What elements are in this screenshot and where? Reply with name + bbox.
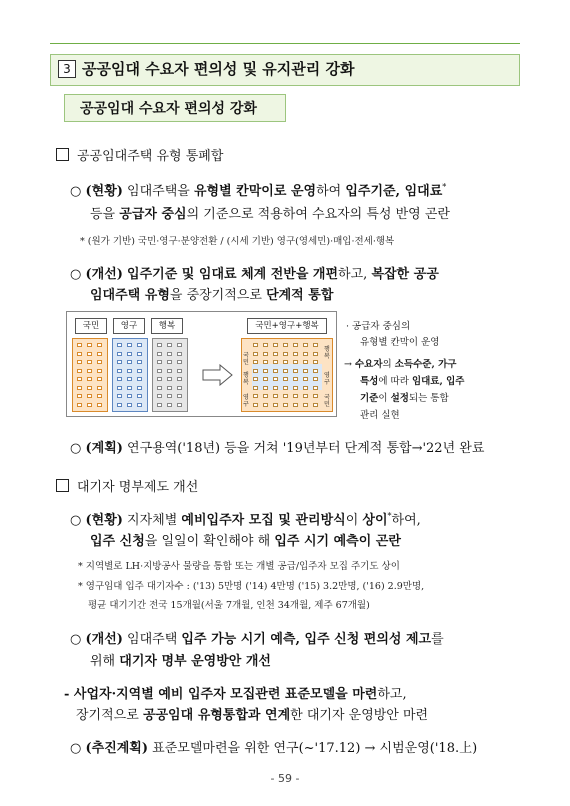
window-mark xyxy=(87,377,92,381)
window-mark xyxy=(253,360,258,364)
window-mark xyxy=(253,403,258,407)
window-mark xyxy=(283,360,288,364)
window-mark xyxy=(77,360,82,364)
tag-kukmin2: 국민 xyxy=(324,394,330,408)
bullet-circle-icon: ○ xyxy=(70,184,82,199)
window-mark xyxy=(157,394,162,398)
window-mark xyxy=(313,377,318,381)
window-mark xyxy=(117,403,122,407)
sec2-dash-line2: 장기적으로 공공임대 유형통합과 연계한 대기자 운영방안 마련 xyxy=(76,708,429,723)
window-mark xyxy=(293,343,298,347)
window-mark xyxy=(303,352,308,356)
tag-kukmin: 국민 xyxy=(243,352,249,366)
window-mark xyxy=(253,386,258,390)
window-mark xyxy=(293,377,298,381)
window-mark xyxy=(157,343,162,347)
sec2-heading xyxy=(56,476,198,495)
window-mark xyxy=(127,377,132,381)
window-mark xyxy=(77,369,82,373)
label-haengbok: 행복 xyxy=(151,318,183,334)
sec2-note1: * 지역별로 LH·지방공사 물량을 통합 또는 개별 공급/입주자 모집 주기도 상이 xyxy=(78,561,400,572)
window-mark xyxy=(283,343,288,347)
window-mark xyxy=(263,352,268,356)
diagram-side-line6: 관리 실현 xyxy=(360,410,400,421)
window-mark xyxy=(87,394,92,398)
window-mark xyxy=(77,343,82,347)
sec2-plan-line: ○ (추진계획) 표준모델마련을 위한 연구(~'17.12) → 시범운영('18.上) xyxy=(70,741,478,756)
sec1-title: 공공임대주택 유형 통폐합 xyxy=(77,149,224,164)
sec1-plan-line: ○ (계획) 연구용역('18년) 등을 거쳐 '19년부터 단계적 통합→'22년 완료 xyxy=(70,441,485,456)
window-mark xyxy=(263,377,268,381)
window-mark xyxy=(167,360,172,364)
window-mark xyxy=(283,403,288,407)
window-mark xyxy=(97,377,102,381)
window-mark xyxy=(253,369,258,373)
window-mark xyxy=(127,403,132,407)
window-mark xyxy=(273,403,278,407)
window-mark xyxy=(313,394,318,398)
window-mark xyxy=(87,386,92,390)
window-mark xyxy=(117,369,122,373)
window-mark xyxy=(97,343,102,347)
window-mark xyxy=(97,386,102,390)
window-mark xyxy=(137,394,142,398)
section-number: 3 xyxy=(58,60,76,78)
window-mark xyxy=(117,352,122,356)
window-mark xyxy=(77,377,82,381)
window-mark xyxy=(127,369,132,373)
window-mark xyxy=(87,343,92,347)
window-mark xyxy=(137,352,142,356)
window-mark xyxy=(253,352,258,356)
window-mark xyxy=(293,386,298,390)
sec2-title: 대기자 명부제도 개선 xyxy=(77,480,199,495)
bullet-circle-icon: ○ xyxy=(70,513,82,528)
window-mark xyxy=(117,343,122,347)
window-mark xyxy=(283,386,288,390)
window-mark xyxy=(77,403,82,407)
window-mark xyxy=(157,360,162,364)
window-mark xyxy=(263,343,268,347)
window-mark xyxy=(87,360,92,364)
window-mark xyxy=(167,352,172,356)
window-mark xyxy=(117,360,122,364)
label-combined: 국민+영구+행복 xyxy=(247,318,327,334)
sec1-improve-line1: ○ (개선) 입주기준 및 임대료 체계 전반을 개편하고, 복잡한 공공 xyxy=(70,267,439,282)
window-mark xyxy=(167,394,172,398)
sec1-current-line2: 등을 공급자 중심의 기준으로 적용하여 수요자의 특성 반영 곤란 xyxy=(90,207,450,222)
window-mark xyxy=(273,352,278,356)
checkbox-square-icon xyxy=(56,148,69,161)
tag-yeonggu2: 영구 xyxy=(324,372,330,386)
window-mark xyxy=(313,369,318,373)
window-mark xyxy=(137,403,142,407)
window-mark xyxy=(167,377,172,381)
window-mark xyxy=(167,343,172,347)
window-mark xyxy=(127,386,132,390)
window-mark xyxy=(157,403,162,407)
window-mark xyxy=(117,377,122,381)
label-yeonggu: 영구 xyxy=(113,318,145,334)
window-mark xyxy=(263,394,268,398)
diagram-side-line1: · 공급자 중심의 xyxy=(346,321,411,332)
diagram-side-line5: 기준이 설정되는 통합 xyxy=(360,393,449,404)
tag-haengbok2: 행복 xyxy=(324,346,330,360)
window-mark xyxy=(87,403,92,407)
window-mark xyxy=(263,386,268,390)
window-mark xyxy=(167,403,172,407)
sec2-dash-line1: - 사업자·지역별 예비 입주자 모집관련 표준모델을 마련하고, xyxy=(64,687,407,702)
window-mark xyxy=(283,377,288,381)
window-mark xyxy=(97,360,102,364)
window-mark xyxy=(177,394,182,398)
window-mark xyxy=(157,377,162,381)
window-mark xyxy=(137,386,142,390)
window-mark xyxy=(273,386,278,390)
window-mark xyxy=(303,360,308,364)
window-mark xyxy=(177,352,182,356)
window-mark xyxy=(127,394,132,398)
window-mark xyxy=(177,369,182,373)
window-mark xyxy=(293,352,298,356)
building-combined xyxy=(241,338,333,412)
bullet-circle-icon: ○ xyxy=(70,632,82,647)
window-mark xyxy=(303,394,308,398)
window-mark xyxy=(77,394,82,398)
section-title: 공공임대 수요자 편의성 및 유지관리 강화 xyxy=(82,60,355,78)
window-mark xyxy=(273,394,278,398)
window-mark xyxy=(273,343,278,347)
sec2-note3: 평균 대기기간 전국 15개월(서울 7개월, 인천 34개월, 제주 67개월) xyxy=(88,600,370,611)
checkbox-square-icon xyxy=(56,479,69,492)
window-mark xyxy=(157,352,162,356)
window-mark xyxy=(157,369,162,373)
sec2-note2: * 영구임대 입주 대기자수 : ('13) 5만명 ('14) 4만명 ('15) 3.2만명, ('16) 2.9만명, xyxy=(78,581,425,592)
window-mark xyxy=(177,377,182,381)
diagram-side-line4: 특성에 따라 임대료, 입주 xyxy=(360,376,465,387)
tag-haengbok: 행복 xyxy=(243,372,249,386)
window-mark xyxy=(313,352,318,356)
window-mark xyxy=(293,369,298,373)
window-mark xyxy=(97,369,102,373)
window-mark xyxy=(273,377,278,381)
sec2-current-line2: 입주 신청을 일일이 확인해야 해 입주 시기 예측이 곤란 xyxy=(90,534,401,549)
header-rule xyxy=(50,43,520,44)
window-mark xyxy=(283,394,288,398)
window-mark xyxy=(283,352,288,356)
window-mark xyxy=(303,369,308,373)
bullet-circle-icon: ○ xyxy=(70,741,82,756)
sec1-note1: * (원가 기반) 국민·영구·분양전환 / (시세 기반) 영구(영세민)·매입·전세·행복 xyxy=(80,236,395,247)
window-mark xyxy=(263,403,268,407)
window-mark xyxy=(303,386,308,390)
sec2-improve-line2: 위해 대기자 명부 운영방안 개선 xyxy=(90,654,271,669)
window-mark xyxy=(313,386,318,390)
window-mark xyxy=(117,394,122,398)
window-mark xyxy=(167,369,172,373)
window-mark xyxy=(313,360,318,364)
sec1-improve-line2: 임대주택 유형을 중장기적으로 단계적 통합 xyxy=(90,288,334,303)
window-mark xyxy=(97,352,102,356)
window-mark xyxy=(293,394,298,398)
window-mark xyxy=(263,360,268,364)
label-kukmin: 국민 xyxy=(75,318,107,334)
window-mark xyxy=(253,394,258,398)
window-mark xyxy=(177,360,182,364)
tag-yeonggu: 영구 xyxy=(243,394,249,408)
window-mark xyxy=(293,360,298,364)
window-mark xyxy=(97,403,102,407)
window-mark xyxy=(253,343,258,347)
window-mark xyxy=(293,403,298,407)
window-mark xyxy=(77,386,82,390)
window-mark xyxy=(177,403,182,407)
bullet-circle-icon: ○ xyxy=(70,267,82,282)
window-mark xyxy=(87,369,92,373)
window-mark xyxy=(77,352,82,356)
window-mark xyxy=(303,403,308,407)
window-mark xyxy=(137,369,142,373)
window-mark xyxy=(97,394,102,398)
window-mark xyxy=(137,343,142,347)
window-mark xyxy=(303,343,308,347)
window-mark xyxy=(157,386,162,390)
window-mark xyxy=(167,386,172,390)
window-mark xyxy=(273,360,278,364)
sec1-current-line1: ○ (현황) 임대주택을 유형별 칸막이로 운영하여 입주기준, 임대료* xyxy=(70,182,447,199)
page-number: - 59 - xyxy=(270,772,300,785)
subheader-title: 공공임대 수요자 편의성 강화 xyxy=(80,101,257,117)
window-mark xyxy=(127,360,132,364)
sec2-improve-line1: ○ (개선) 임대주택 입주 가능 시기 예측, 입주 신청 편의성 제고를 xyxy=(70,632,444,647)
window-mark xyxy=(127,352,132,356)
window-mark xyxy=(137,377,142,381)
building-haengbok xyxy=(152,338,188,412)
window-mark xyxy=(177,386,182,390)
diagram-side-line3: → 수요자의 소득수준, 가구 xyxy=(344,359,457,370)
window-mark xyxy=(263,369,268,373)
window-mark xyxy=(313,403,318,407)
sec1-heading xyxy=(56,145,223,164)
window-mark xyxy=(117,386,122,390)
window-mark xyxy=(253,377,258,381)
window-mark xyxy=(87,352,92,356)
building-yeonggu xyxy=(112,338,148,412)
window-mark xyxy=(127,343,132,347)
diagram-side-line2: 유형별 칸막이 운영 xyxy=(360,337,440,348)
window-mark xyxy=(283,369,288,373)
bullet-circle-icon: ○ xyxy=(70,441,82,456)
sec2-current-line1: ○ (현황) 지자체별 예비입주자 모집 및 관리방식이 상이*하여, xyxy=(70,511,421,528)
window-mark xyxy=(303,377,308,381)
window-mark xyxy=(273,369,278,373)
window-mark xyxy=(137,360,142,364)
housing-integration-diagram xyxy=(66,311,337,417)
window-mark xyxy=(313,343,318,347)
arrow-right-icon xyxy=(202,364,234,386)
window-mark xyxy=(177,343,182,347)
building-kukmin xyxy=(72,338,108,412)
